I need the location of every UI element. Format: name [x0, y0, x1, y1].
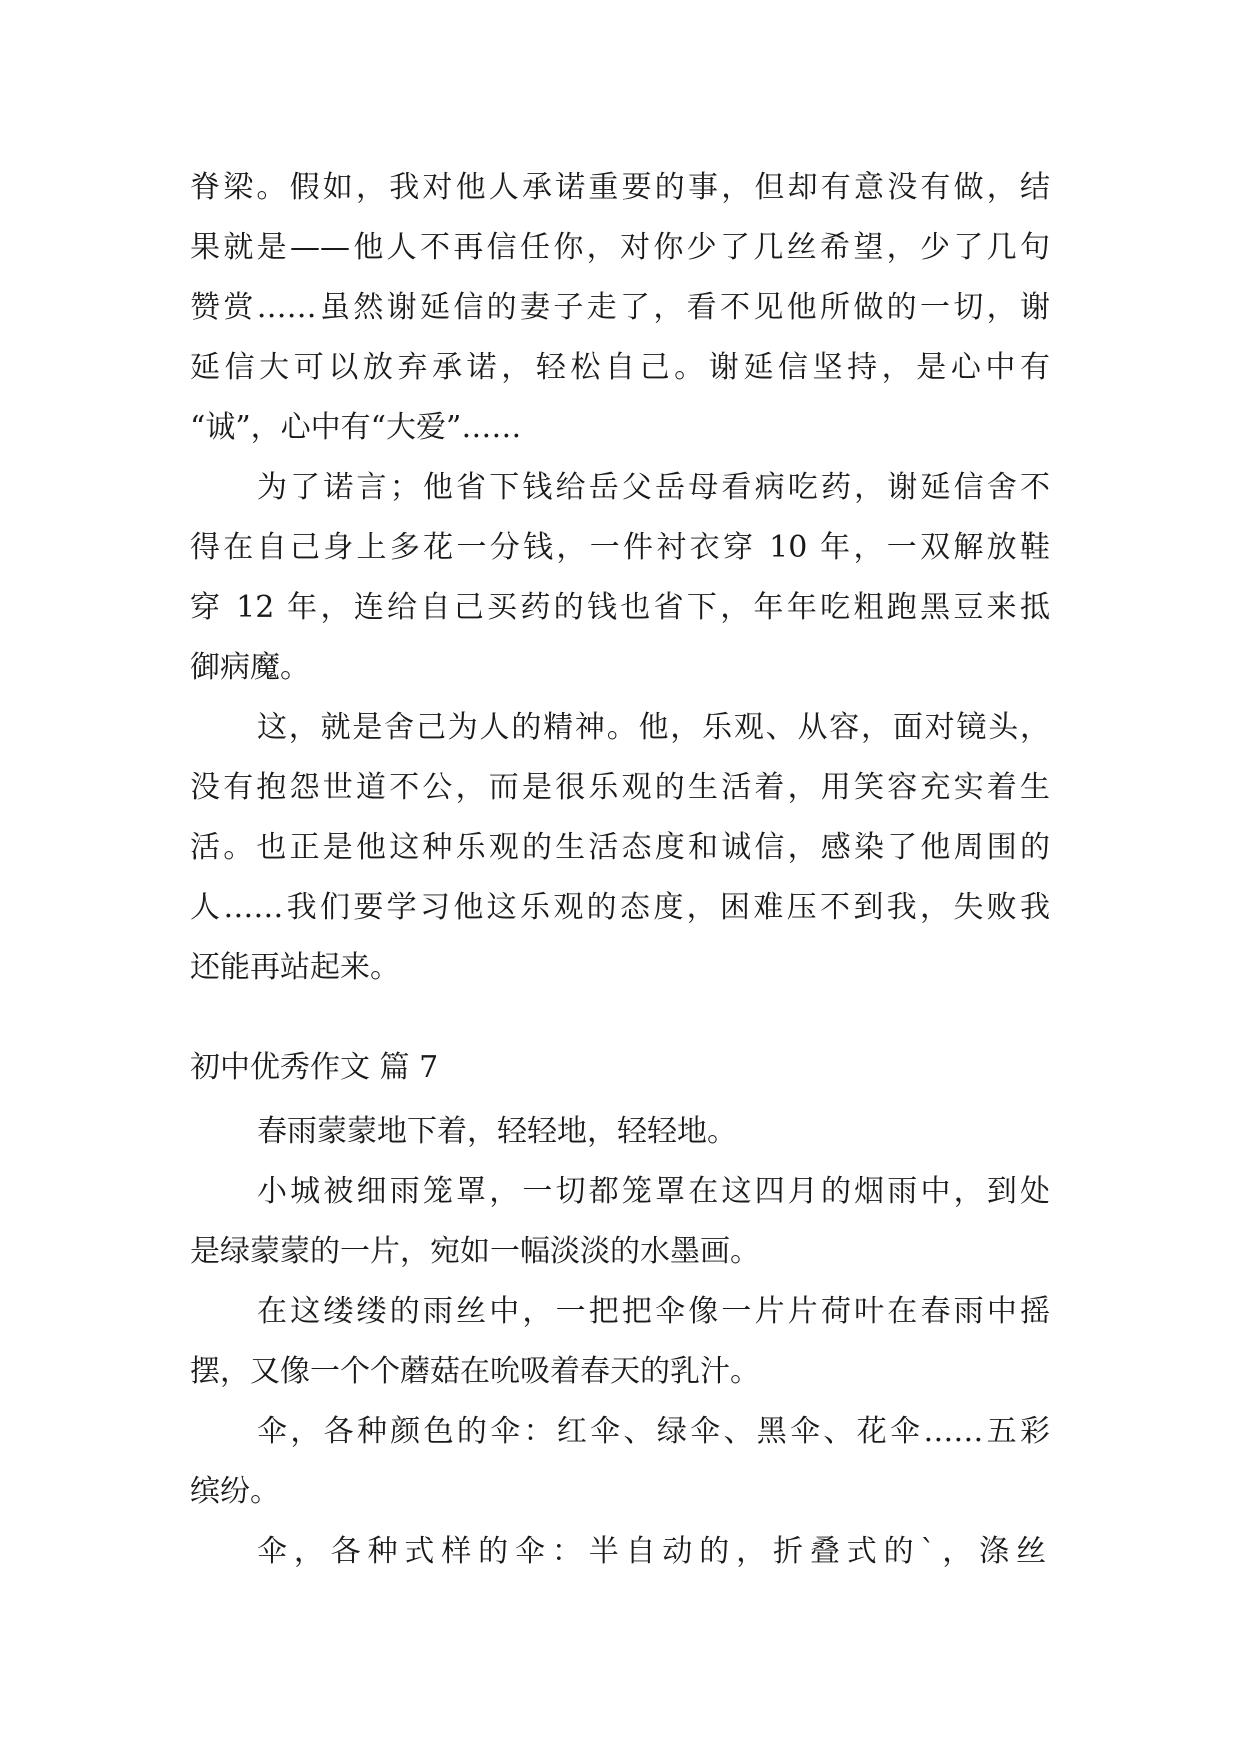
paragraph-line: 御病魔。 [190, 650, 310, 685]
paragraph-line: 赞赏……虽然谢延信的妻子走了，看不见他所做的一切，谢 [190, 290, 1050, 325]
paragraph-line: 脊梁。假如，我对他人承诺重要的事，但却有意没有做，结 [190, 170, 1050, 205]
paragraph-line: 活。也正是他这种乐观的生活态度和诚信，感染了他周围的 [190, 830, 1050, 865]
paragraph-line: 延信大可以放弃承诺，轻松自己。谢延信坚持，是心中有 [190, 350, 1050, 385]
paragraph-line: “诚”，心中有“大爱”…… [190, 410, 522, 445]
section-heading: 初中优秀作文 篇 7 [190, 1050, 439, 1085]
paragraph-line: 穿 12 年，连给自己买药的钱也省下，年年吃粗跑黑豆来抵 [190, 590, 1050, 625]
paragraph-line: 得在自己身上多花一分钱，一件衬衣穿 10 年，一双解放鞋 [190, 530, 1050, 565]
paragraph-line: 伞，各种式样的伞：半自动的，折叠式的`，涤丝 [257, 1534, 1050, 1569]
paragraph-line: 这，就是舍己为人的精神。他，乐观、从容，面对镜头， [257, 710, 1050, 745]
paragraph-line: 在这缕缕的雨丝中，一把把伞像一片片荷叶在春雨中摇 [257, 1294, 1050, 1329]
paragraph-line: 是绿蒙蒙的一片，宛如一幅淡淡的水墨画。 [190, 1234, 760, 1269]
paragraph-line: 小城被细雨笼罩，一切都笼罩在这四月的烟雨中，到处 [257, 1174, 1050, 1209]
paragraph-line: 人……我们要学习他这乐观的态度，困难压不到我，失败我 [190, 890, 1050, 925]
paragraph-line: 没有抱怨世道不公，而是很乐观的生活着，用笑容充实着生 [190, 770, 1050, 805]
paragraph-line: 果就是——他人不再信任你，对你少了几丝希望，少了几句 [190, 230, 1050, 265]
paragraph-line: 缤纷。 [190, 1474, 280, 1509]
paragraph-line: 还能再站起来。 [190, 950, 400, 985]
paragraph-line: 伞，各种颜色的伞：红伞、绿伞、黑伞、花伞……五彩 [257, 1414, 1050, 1449]
paragraph-line: 摆，又像一个个蘑菇在吮吸着春天的乳汁。 [190, 1354, 760, 1389]
paragraph-line: 春雨蒙蒙地下着，轻轻地，轻轻地。 [257, 1114, 737, 1149]
paragraph-line: 为了诺言；他省下钱给岳父岳母看病吃药，谢延信舍不 [257, 470, 1050, 505]
